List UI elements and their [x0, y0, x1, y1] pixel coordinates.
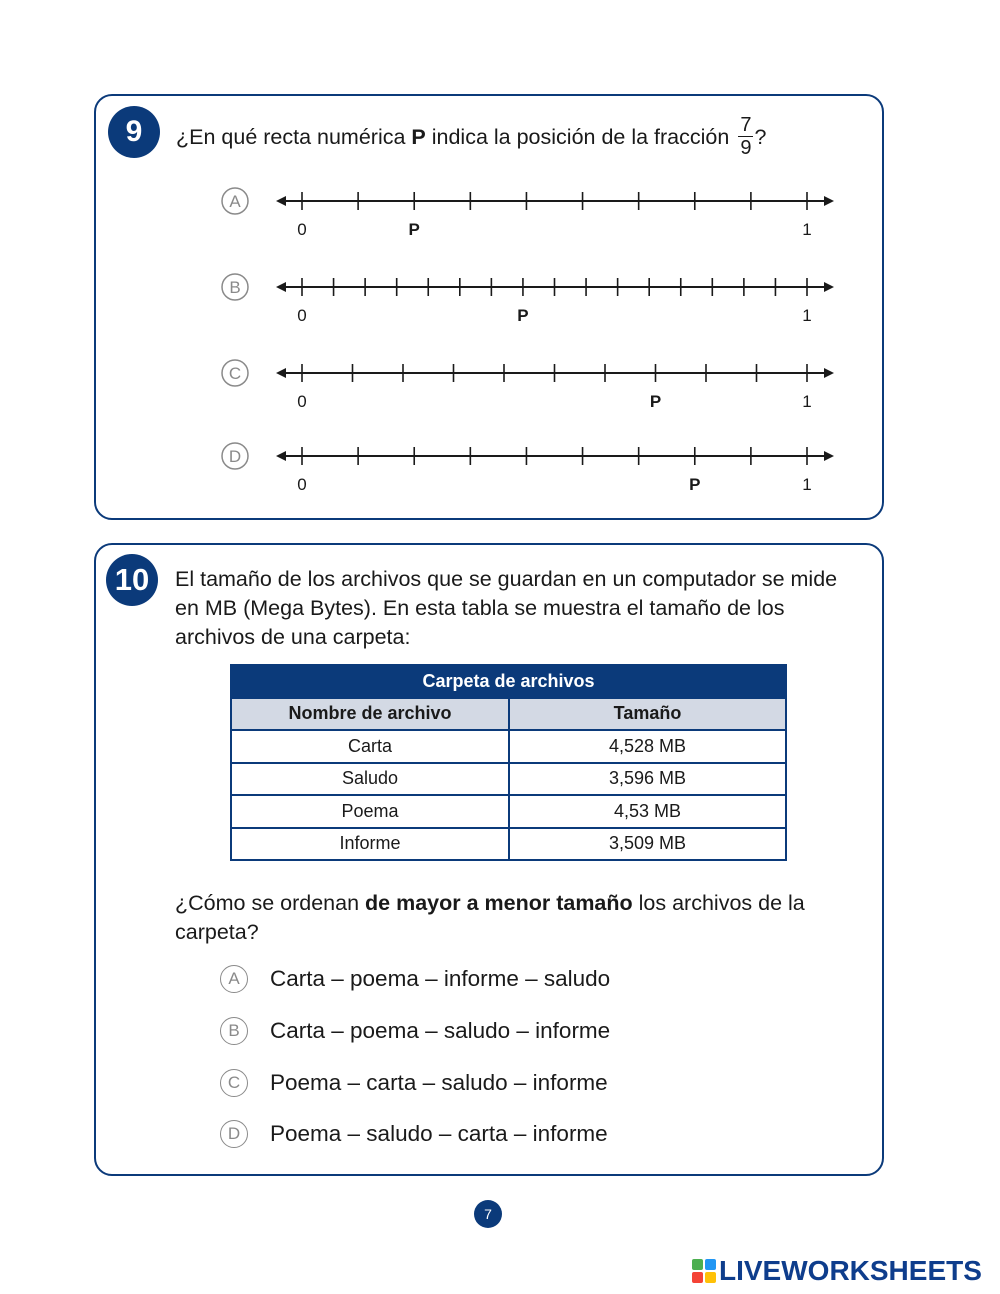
table-cell: Poema — [231, 795, 509, 828]
question-bold-part: P — [411, 125, 426, 150]
number-line-option-a[interactable] — [222, 188, 834, 239]
question-text-part: ? — [754, 125, 767, 150]
start-label: 0 — [297, 306, 307, 325]
left-arrow-icon — [276, 451, 286, 461]
question-9-card — [94, 94, 884, 520]
option-text: Carta – poema – saludo – informe — [270, 1018, 611, 1043]
right-arrow-icon — [824, 196, 834, 206]
option-letter-circle[interactable]: A — [220, 965, 248, 993]
option-letter-circle[interactable]: B — [220, 1017, 248, 1045]
end-label: 1 — [802, 306, 812, 325]
option-letter-circle[interactable]: C — [220, 1069, 248, 1097]
option-b[interactable] — [220, 1017, 610, 1045]
table-cell: Saludo — [231, 763, 509, 796]
fraction-denominator: 9 — [740, 137, 752, 159]
point-p-label: P — [649, 392, 662, 411]
question-number-badge: 9 — [108, 106, 160, 158]
brand-name: LIVEWORKSHEETS — [719, 1255, 982, 1286]
start-label: 0 — [297, 220, 307, 239]
liveworksheets-icon — [692, 1259, 716, 1283]
question-text-part: indica la posición de la fracción — [425, 125, 736, 150]
table-cell: 4,528 MB — [509, 730, 786, 763]
option-a[interactable] — [220, 965, 610, 993]
point-p-label: P — [517, 306, 529, 325]
option-c[interactable] — [220, 1069, 608, 1097]
option-letter: D — [228, 447, 242, 466]
brand-logo[interactable] — [692, 1255, 982, 1287]
table-cell: 3,596 MB — [509, 763, 786, 796]
right-arrow-icon — [824, 282, 834, 292]
table-header-size: Tamaño — [509, 698, 786, 731]
table-row — [231, 795, 786, 828]
fraction-numerator: 7 — [740, 114, 752, 136]
files-table — [230, 664, 787, 861]
question-bold-part: de mayor a menor tamaño — [365, 891, 633, 915]
table-cell: 4,53 MB — [509, 795, 786, 828]
table-title: Carpeta de archivos — [231, 665, 786, 698]
number-lines — [96, 96, 882, 518]
end-label: 1 — [802, 220, 812, 239]
option-letter: B — [229, 278, 241, 297]
question-number-badge: 10 — [106, 554, 158, 606]
question-text-part: los archivos de la carpeta? — [175, 891, 805, 944]
option-letter: A — [229, 192, 241, 211]
table-cell: Informe — [231, 828, 509, 861]
option-d[interactable] — [220, 1120, 608, 1148]
point-p-label: P — [408, 220, 420, 239]
table-cell: Carta — [231, 730, 509, 763]
question-text-part: ¿Cómo se ordenan — [175, 891, 366, 915]
table-row — [231, 730, 786, 763]
table-header-name: Nombre de archivo — [231, 698, 509, 731]
left-arrow-icon — [276, 196, 286, 206]
question-10-card — [94, 543, 884, 1176]
table-row — [231, 828, 786, 861]
table-row — [231, 763, 786, 796]
page-number: 7 — [474, 1200, 502, 1228]
question-10-intro: El tamaño de los archivos que se guardan en un computador se mide en MB (Mega Bytes). En esta tabla se muestra el tamaño de los archivos de una carpeta: — [175, 567, 838, 649]
option-text: Poema – saludo – carta – informe — [270, 1121, 608, 1146]
question-10-text — [175, 889, 865, 947]
number-line-option-b[interactable] — [222, 274, 834, 325]
right-arrow-icon — [824, 451, 834, 461]
number-line-option-c[interactable] — [222, 360, 834, 411]
logo-square — [692, 1272, 703, 1283]
option-text: Carta – poema – informe – saludo — [270, 966, 611, 991]
start-label: 0 — [297, 392, 307, 411]
point-p-label: P — [689, 475, 701, 494]
left-arrow-icon — [276, 368, 286, 378]
logo-square — [705, 1259, 716, 1270]
option-text: Poema – carta – saludo – informe — [270, 1070, 608, 1095]
start-label: 0 — [297, 475, 307, 494]
table-cell: 3,509 MB — [509, 828, 786, 861]
logo-square — [705, 1272, 716, 1283]
question-text-part: ¿En qué recta numérica — [176, 125, 412, 150]
end-label: 1 — [802, 392, 812, 411]
number-line-option-d[interactable] — [222, 443, 834, 494]
right-arrow-icon — [824, 368, 834, 378]
left-arrow-icon — [276, 282, 286, 292]
logo-square — [692, 1259, 703, 1270]
end-label: 1 — [802, 475, 812, 494]
option-letter: C — [228, 364, 242, 383]
option-letter-circle[interactable]: D — [220, 1120, 248, 1148]
